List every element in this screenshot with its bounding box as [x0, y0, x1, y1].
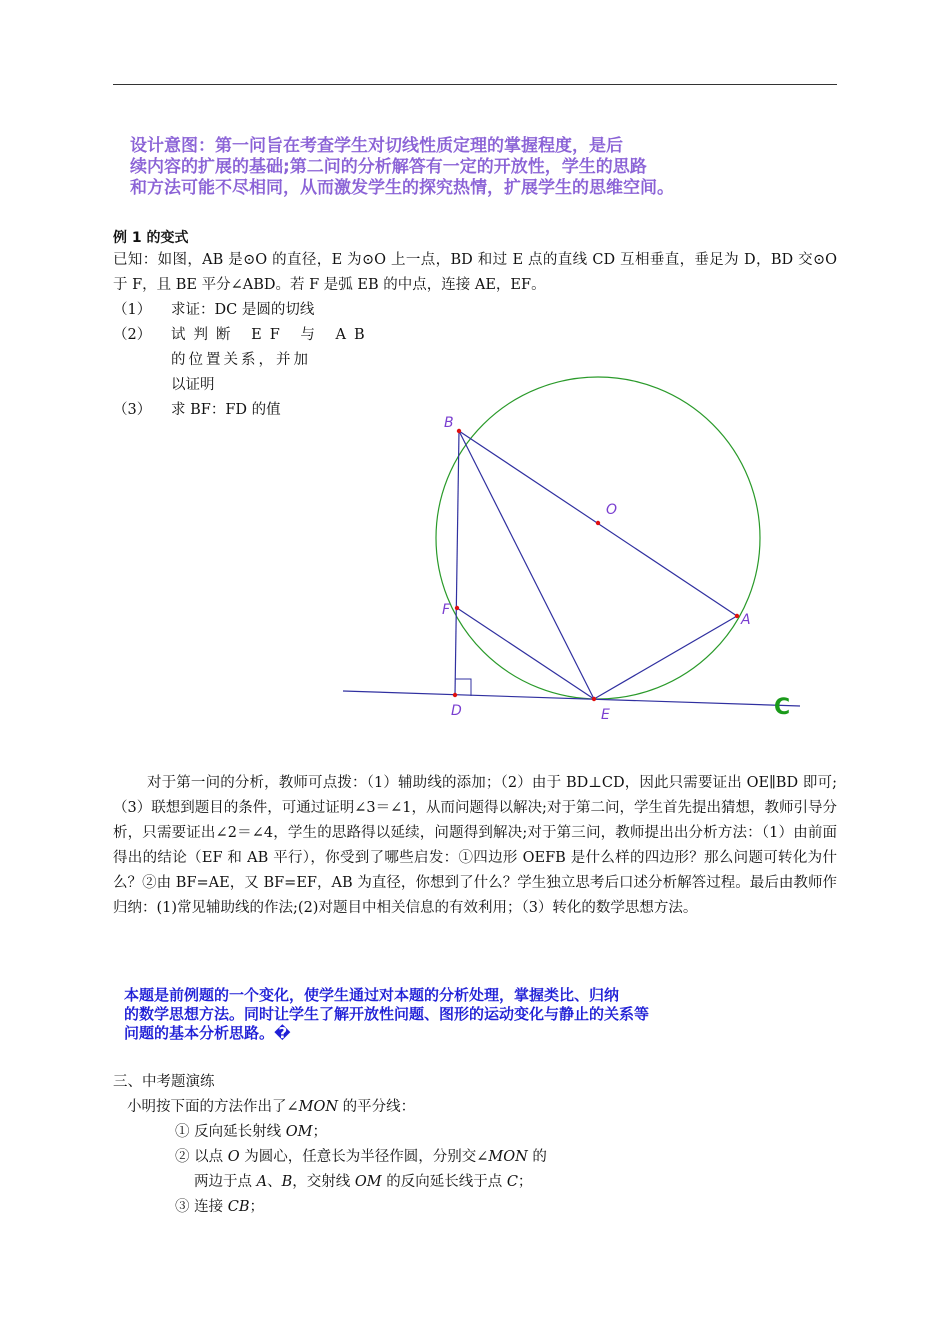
text-run: 的 — [527, 1149, 547, 1165]
step-3 — [175, 1195, 264, 1220]
text-run: ② 以点 — [175, 1149, 228, 1165]
text-run: ； — [517, 1174, 533, 1190]
label-c: C — [774, 695, 791, 720]
text-run: 为圆心，任意长为半径作圆，分别交∠ — [239, 1149, 489, 1165]
math-var: OM — [285, 1124, 313, 1140]
math-var: B — [281, 1174, 293, 1190]
step-2 — [175, 1145, 547, 1170]
math-var: O — [227, 1149, 240, 1165]
section-title: 三、中考题演练 — [113, 1074, 215, 1090]
line-be — [459, 431, 594, 699]
text-run: ① 反向延长射线 — [175, 1124, 286, 1140]
label-f: F — [442, 602, 451, 618]
text-run: ； — [249, 1199, 264, 1215]
design-note-line: 设计意图：第一问旨在考查学生对切线性质定理的掌握程度，是后 — [130, 136, 623, 156]
point-b — [457, 429, 461, 433]
exercise-intro — [127, 1095, 415, 1120]
question-text: 以证明 — [171, 377, 215, 393]
teaching-note — [124, 986, 649, 1043]
question-text: 试判断 EF 与 AB — [171, 327, 373, 343]
question-text: 求 BF：FD 的值 — [171, 402, 281, 418]
teaching-note-line: 问题的基本分析思路。� — [124, 1024, 291, 1042]
problem-statement: 已知：如图，AB 是⊙O 的直径，E 为⊙O 上一点，BD 和过 E 点的直线 CD 互相垂直，垂足为 D，BD 交⊙O 于 F，且 BE 平分∠ABD。若 F 是弧 EB 的中点，连接 AE，EF。 — [113, 252, 837, 293]
math-var: OM — [354, 1174, 382, 1190]
text-run: 两边于点 — [194, 1174, 257, 1190]
math-var: C — [506, 1174, 518, 1190]
text-run: 、 — [267, 1174, 282, 1190]
design-note-line: 和方法可能不尽相同，从而激发学生的探究热情，扩展学生的思维空间。 — [130, 178, 674, 198]
circle-o — [436, 377, 760, 699]
math-var: A — [256, 1174, 268, 1190]
question-text: 求证：DC 是圆的切线 — [171, 302, 315, 318]
point-f — [455, 606, 459, 610]
teaching-note-line: 的数学思想方法。同时让学生了解开放性问题、图形的运动变化与静止的关系等 — [124, 1005, 650, 1023]
right-angle-mark — [455, 679, 471, 696]
label-o: O — [606, 502, 618, 518]
tangent-line-cd — [343, 691, 800, 706]
example-heading: 例 1 的变式 — [113, 230, 189, 246]
teaching-note-line: 本题是前例题的一个变化，使学生通过对本题的分析处理，掌握类比、归纳 — [124, 986, 620, 1004]
question-number: （2） — [113, 327, 152, 343]
math-var: MON — [298, 1099, 339, 1115]
point-d — [453, 693, 457, 697]
question-text: 的位置关系，并加 — [171, 352, 311, 368]
label-b: B — [444, 415, 454, 431]
question-number: （3） — [113, 402, 152, 418]
line-ea — [594, 616, 737, 699]
text-run: ，交射线 — [292, 1174, 355, 1190]
point-e — [592, 697, 596, 701]
analysis-paragraph: 对于第一问的分析，教师可点拨：（1）辅助线的添加；（2）由于 BD⊥CD，因此只需要证出 OE∥BD 即可;（3）联想到题目的条件，可通过证明∠3＝∠1，从而问题得以解决;对于第二问，学生首先提出猜想，教师引导分析，只需要证出∠2＝∠4，学生的思路得以延续，问题得到解决;对于第三问，教师提出出分析方法：（1）由前面得出的结论（EF 和 AB 平行），你受到了哪些启发：①四边形 OEFB 是什么样的四边形？那么问题可转化为什么？②由 BF=AE，又 BF=EF，AB 为直径，你想到了什么？学生独立思考后口述分析解答过程。最后由教师作归纳：(1)常见辅助线的作法;(2)对题目中相关信息的有效利用；（3）转化的数学思想方法。 — [113, 775, 837, 916]
text-run: ③ 连接 — [175, 1199, 228, 1215]
design-note-line: 续内容的扩展的基础;第二问的分析解答有一定的开放性，学生的思路 — [130, 157, 647, 177]
text-run: ； — [312, 1124, 327, 1140]
label-e: E — [601, 707, 610, 723]
text-run: 小明按下面的方法作出了∠ — [127, 1099, 299, 1115]
text-run: 的平分线： — [338, 1099, 416, 1115]
label-a: A — [741, 612, 751, 628]
question-number: （1） — [113, 302, 152, 318]
math-var: CB — [227, 1199, 250, 1215]
line-fe — [457, 608, 594, 699]
text-run: 的反向延长线于点 — [381, 1174, 507, 1190]
point-a — [735, 614, 739, 618]
math-var: MON — [488, 1149, 528, 1165]
label-d: D — [451, 703, 462, 719]
step-1 — [175, 1120, 327, 1145]
point-o — [596, 521, 600, 525]
step-2-continued — [194, 1170, 532, 1195]
line-bd — [455, 431, 459, 695]
